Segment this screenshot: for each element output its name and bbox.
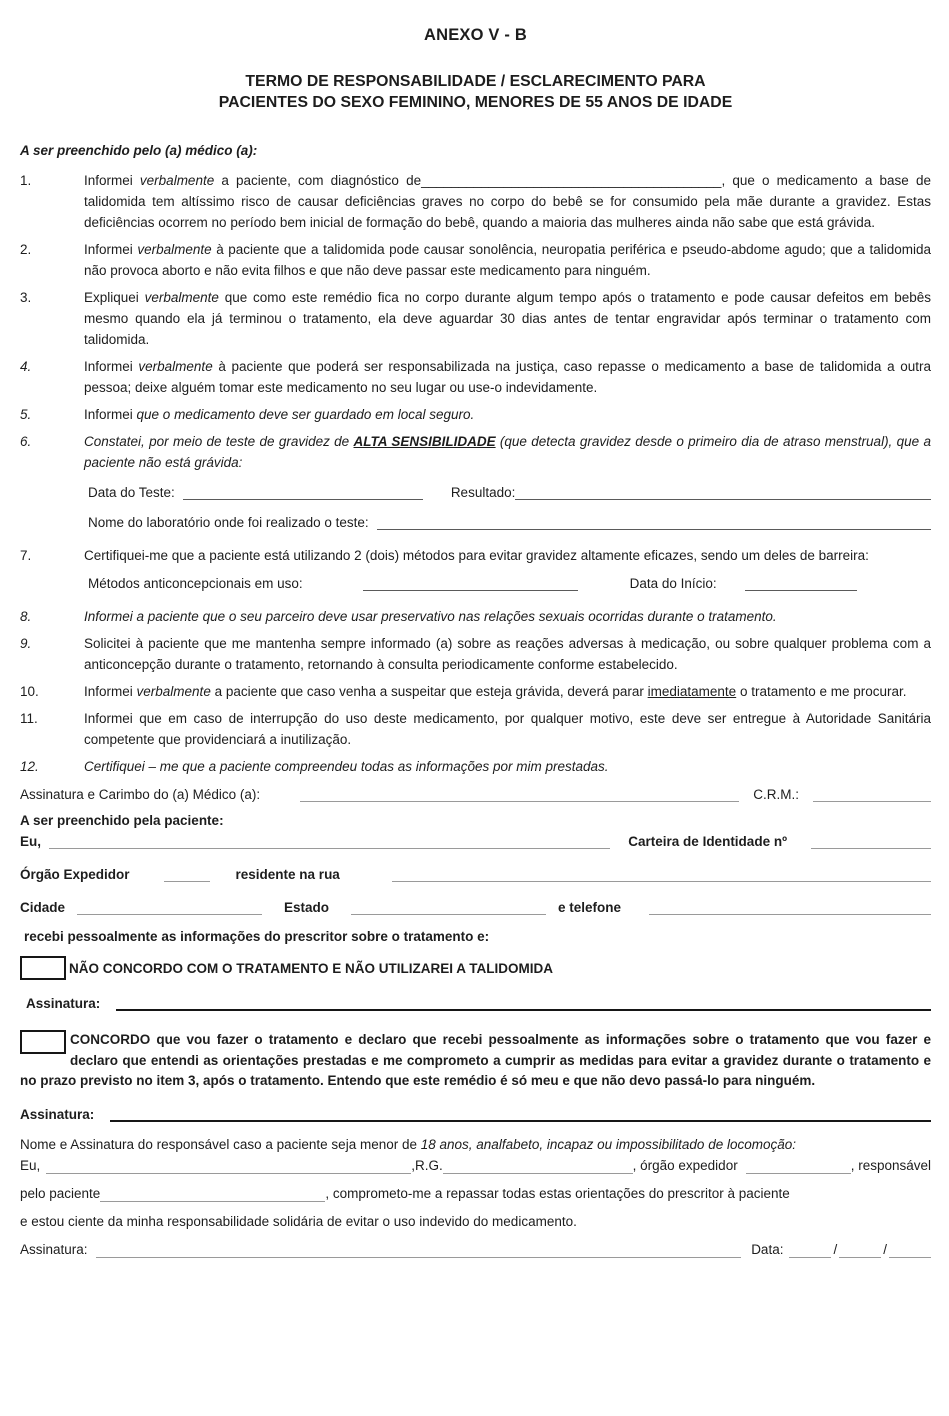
- state-label: Estado: [284, 900, 330, 915]
- guardian-issuer-label: , órgão expedidor: [632, 1157, 738, 1173]
- doctor-signature-row: [20, 785, 931, 805]
- guardian-name-field[interactable]: [46, 1167, 411, 1174]
- lab-name-row: [88, 513, 931, 533]
- patient-name-row: [20, 832, 931, 852]
- guardian-patient-field[interactable]: [100, 1195, 325, 1202]
- doctor-signature-label: Assinatura e Carimbo do (a) Médico (a):: [20, 787, 261, 802]
- test-date-label: Data do Teste:: [88, 485, 175, 500]
- guardian-signature-label: Assinatura:: [20, 1241, 88, 1257]
- issuer-label: Órgão Expedidor: [20, 867, 130, 882]
- items-group-8-12: [20, 606, 931, 777]
- guardian-responsible-label: , responsável: [850, 1157, 931, 1173]
- nao-concordo-label: NÃO CONCORDO COM O TRATAMENTO E NÃO UTILIZAREI A TALIDOMIDA: [69, 960, 553, 976]
- item-text: Informei verbalmente à paciente que a talidomida pode causar sonolência, neuropatia periférica e pseudo-abdome agudo; que a talidomida não provoca aborto e não evita filhos e que não deve passar este medicamento para ninguém.: [84, 242, 931, 278]
- form-item: [20, 545, 931, 566]
- methods-field[interactable]: [363, 584, 578, 591]
- date-year-field[interactable]: [889, 1251, 931, 1258]
- item-text: Informei a paciente que o seu parceiro deve usar preservativo nas relações sexuais ocorridas durante o tratamento.: [84, 609, 777, 624]
- concordo-text: CONCORDO que vou fazer o tratamento e declaro que recebi pessoalmente as informações sobre o tratamento que vou fazer e declaro que entendi as orientações prestadas e me comprometo a cumprir as medidas para evitar a gravidez durante o tratamento e no prazo previsto no item 3, após o tratamento. Entendo que este remédio é só meu e que não devo passá-lo para ninguém.: [20, 1032, 931, 1088]
- date-slash-1: /: [833, 1241, 838, 1257]
- id-card-label: Carteira de Identidade nº: [628, 834, 787, 849]
- item-text: Certifiquei-me que a paciente está utilizando 2 (dois) métodos para evitar gravidez altamente eficazes, sendo um deles de barreira:: [84, 548, 869, 563]
- crm-label: C.R.M.:: [753, 787, 799, 802]
- guardian-intro: Nome e Assinatura do responsável caso a paciente seja menor de 18 anos, analfabeto, incapaz ou impossibilitado de locomoção:: [20, 1136, 796, 1152]
- signature-row-2: [20, 1105, 931, 1125]
- issuer-field[interactable]: [164, 875, 210, 882]
- guardian-signature-field[interactable]: [96, 1251, 742, 1258]
- city-field[interactable]: [77, 908, 262, 915]
- test-date-row: [88, 483, 931, 503]
- signature-label-2: Assinatura:: [20, 1106, 95, 1122]
- phone-field[interactable]: [649, 908, 931, 915]
- patient-section-heading: A ser preenchido pela paciente:: [20, 813, 224, 828]
- items-group-1-6: [20, 170, 931, 473]
- item-text: Constatei, por meio de teste de gravidez de ALTA SENSIBILIDADE (que detecta gravidez desde o primeiro dia de atraso menstrual), que a paciente não está grávida:: [84, 434, 931, 470]
- item-text: Informei verbalmente à paciente que poderá ser responsabilizada na justiça, caso repasse o medicamento a base de talidomida a outra pessoa; deixe alguém tomar este medicamento no seu lugar ou use-o indevidamente.: [84, 359, 931, 395]
- state-field[interactable]: [351, 908, 546, 915]
- subtitle-line-1: TERMO DE RESPONSABILIDADE / ESCLARECIMENTO PARA: [245, 73, 706, 90]
- guardian-rg-field[interactable]: [443, 1167, 633, 1174]
- crm-field[interactable]: [813, 795, 931, 802]
- received-info-statement: recebi pessoalmente as informações do prescritor sobre o tratamento e:: [24, 929, 490, 944]
- signature-field-2[interactable]: [110, 1114, 931, 1122]
- guardian-aware-line: e estou ciente da minha responsabilidade solidária de evitar o uso indevido do medicamento.: [20, 1213, 577, 1229]
- item-number: 11.: [20, 711, 38, 726]
- start-date-field[interactable]: [745, 584, 857, 591]
- subtitle-line-2: PACIENTES DO SEXO FEMININO, MENORES DE 55 ANOS DE IDADE: [218, 94, 733, 111]
- item-number: 4.: [20, 359, 32, 374]
- form-item: [20, 681, 931, 702]
- street-field[interactable]: [392, 875, 931, 882]
- item-number: 7.: [20, 548, 32, 563]
- guardian-signature-row: [20, 1239, 931, 1261]
- date-month-field[interactable]: [839, 1251, 881, 1258]
- items-group-7: [20, 545, 931, 566]
- test-result-label: Resultado:: [450, 485, 516, 500]
- test-result-field[interactable]: [515, 493, 931, 500]
- phone-label: e telefone: [558, 900, 622, 915]
- doctor-section-heading: A ser preenchido pelo (a) médico (a):: [20, 143, 258, 158]
- test-date-field[interactable]: [183, 493, 423, 500]
- item-text: Informei verbalmente a paciente que caso venha a suspeitar que esteja grávida, deverá parar imediatamente o tratamento e me procurar.: [84, 684, 907, 699]
- form-item: [20, 287, 931, 350]
- form-item: [20, 170, 931, 233]
- lab-name-field[interactable]: [377, 523, 931, 530]
- item-text: Informei que o medicamento deve ser guardado em local seguro.: [84, 407, 475, 422]
- page-title: ANEXO V - B: [423, 26, 528, 44]
- id-card-field[interactable]: [811, 842, 931, 849]
- date-day-field[interactable]: [789, 1251, 831, 1258]
- concordo-checkbox[interactable]: [20, 1030, 66, 1054]
- signature-row-1: [26, 994, 931, 1014]
- city-label: Cidade: [20, 900, 66, 915]
- form-item: [20, 431, 931, 473]
- form-item: [20, 356, 931, 398]
- item-text: Certifiquei – me que a paciente compreendeu todas as informações por mim prestadas.: [84, 759, 609, 774]
- resident-label: residente na rua: [235, 867, 340, 882]
- guardian-patient-label: pelo paciente: [20, 1185, 101, 1201]
- item-number: 5.: [20, 407, 32, 422]
- issuer-row: [20, 865, 931, 885]
- item-number: 10.: [20, 684, 39, 699]
- signature-field-1[interactable]: [116, 1003, 931, 1011]
- form-item: [20, 633, 931, 675]
- form-item: [20, 756, 931, 777]
- item-number: 2.: [20, 242, 32, 257]
- contraceptive-methods-row: [88, 574, 931, 594]
- guardian-commit-label: , comprometo-me a repassar todas estas orientações do prescritor à paciente: [325, 1185, 790, 1201]
- item-text: Informei que em caso de interrupção do uso deste medicamento, por qualquer motivo, este deve ser entregue à Autoridade Sanitária competente que providenciará a inutilização.: [84, 711, 931, 747]
- item-text: Informei verbalmente a paciente, com diagnóstico de________________________________________, que o medicamento a base de talidomida tem altíssimo risco de causar deficiências graves no corpo do bebê se for consumido pela mãe durante a gravidez. Estas deficiências ocorrem no período bem inicial de formação do bebê, quando a maioria das mulheres ainda não sabe que está grávida.: [84, 173, 931, 230]
- date-label: Data:: [751, 1241, 784, 1257]
- item-number: 3.: [20, 290, 32, 305]
- item-number: 1.: [20, 173, 32, 188]
- form-item: [20, 239, 931, 281]
- guardian-name-row: [20, 1155, 931, 1177]
- form-item: [20, 606, 931, 627]
- guardian-eu-label: Eu,: [20, 1157, 41, 1173]
- form-item: [20, 708, 931, 750]
- concordo-paragraph: [20, 1030, 931, 1092]
- lab-name-label: Nome do laboratório onde foi realizado o teste:: [88, 515, 369, 530]
- item-text: Expliquei verbalmente que como este remédio fica no corpo durante algum tempo após o tratamento e pode causar defeitos em bebês mesmo quando ela já terminou o tratamento, ela deve aguardar 30 dias antes de tentar engravidar após terminar o tratamento com talidomida.: [84, 290, 931, 347]
- start-date-label: Data do Início:: [629, 576, 717, 591]
- city-state-phone-row: [20, 898, 931, 918]
- guardian-rg-label: ,R.G.: [411, 1157, 443, 1173]
- item-text: Solicitei à paciente que me mantenha sempre informado (a) sobre as reações adversas à medicação, ou sobre qualquer problema com a anticoncepção durante o tratamento, retornando à consulta periodicamente conforme estabelecido.: [84, 636, 931, 672]
- guardian-patient-row: [20, 1183, 931, 1205]
- methods-label: Métodos anticoncepcionais em uso:: [88, 576, 303, 591]
- item-number: 9.: [20, 636, 32, 651]
- item-number: 12.: [20, 759, 39, 774]
- date-slash-2: /: [883, 1241, 887, 1257]
- nao-concordo-row: [20, 956, 931, 980]
- document-subtitle: [20, 71, 931, 113]
- nao-concordo-checkbox[interactable]: [20, 956, 66, 980]
- item-number: 8.: [20, 609, 32, 624]
- guardian-issuer-field[interactable]: [746, 1167, 851, 1174]
- doctor-signature-field[interactable]: [300, 795, 739, 802]
- form-item: [20, 404, 931, 425]
- item-number: 6.: [20, 434, 32, 449]
- signature-label-1: Assinatura:: [26, 996, 101, 1011]
- patient-eu-label: Eu,: [20, 834, 42, 849]
- patient-name-field[interactable]: [49, 842, 610, 849]
